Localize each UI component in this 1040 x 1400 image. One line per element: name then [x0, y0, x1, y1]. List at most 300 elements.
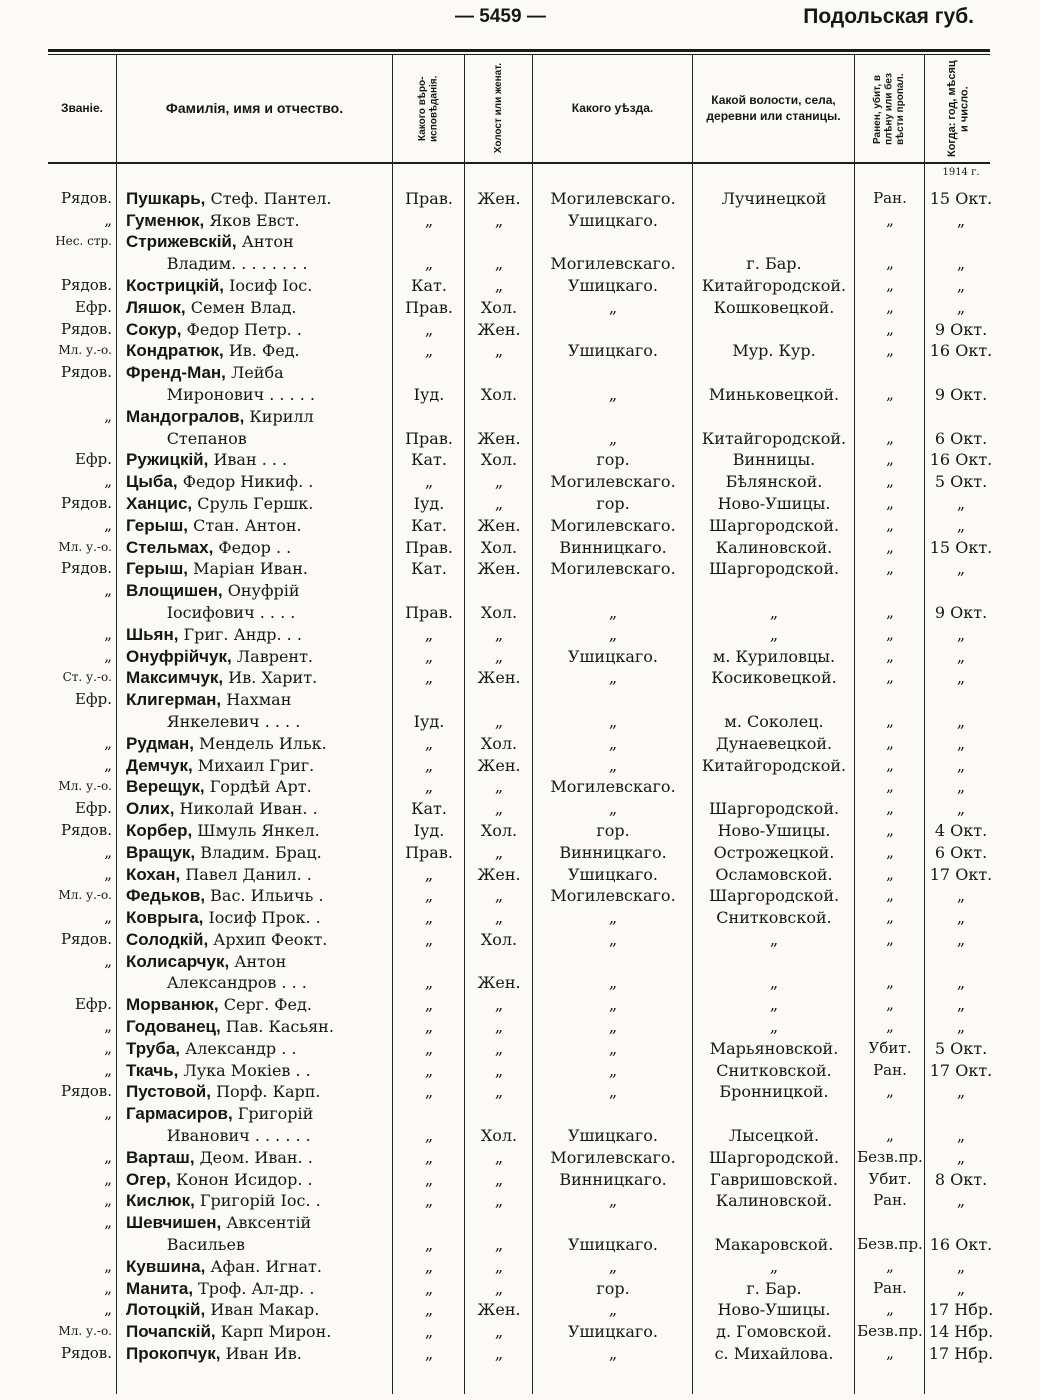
- rank-cell: „: [104, 951, 112, 970]
- name-cell: [126, 733, 390, 755]
- name-cell: [126, 907, 390, 929]
- name-cell: [126, 1321, 390, 1343]
- date-cell: „: [956, 886, 966, 906]
- marital-cell: Жен.: [477, 668, 521, 688]
- status-cell: Убит.: [868, 1169, 912, 1188]
- date-cell: „: [956, 973, 966, 993]
- name-cell: [126, 275, 390, 297]
- marital-cell: „: [494, 1038, 504, 1058]
- name-cell: [126, 1125, 390, 1147]
- table-row: [0, 689, 1040, 711]
- marital-cell: Хол.: [480, 450, 518, 470]
- surname: Пушкарь,: [126, 188, 206, 208]
- surname: Пустовой,: [126, 1082, 211, 1102]
- given-names: Александр . .: [180, 1038, 297, 1058]
- marital-cell: „: [494, 777, 504, 797]
- name-cell: [126, 253, 390, 275]
- marital-cell: [466, 1212, 532, 1234]
- table-row: [0, 1125, 1040, 1147]
- surname: Кондратюк,: [126, 341, 224, 361]
- rank-cell: Рядов.: [60, 188, 112, 207]
- surname: Стельмах,: [126, 537, 214, 557]
- name-cell: [126, 449, 390, 471]
- volost-cell: „: [769, 602, 779, 622]
- date-cell: [926, 689, 996, 711]
- date-cell: „: [956, 646, 966, 666]
- status-cell: „: [886, 908, 894, 927]
- marital-cell: Жен.: [477, 973, 521, 993]
- religion-cell: „: [424, 929, 434, 949]
- district-cell: [534, 689, 692, 711]
- marital-cell: „: [494, 842, 504, 862]
- rank-cell: „: [104, 406, 112, 425]
- table-row: [0, 231, 1040, 253]
- religion-cell: [394, 231, 464, 253]
- date-cell: „: [956, 668, 966, 688]
- rank-cell: Ефр.: [74, 450, 112, 469]
- district-cell: „: [608, 1017, 618, 1037]
- religion-cell: Прав.: [405, 537, 453, 557]
- volost-cell: [694, 1103, 854, 1125]
- given-names: Архип Феокт.: [208, 929, 328, 949]
- rank-cell: Рядов.: [60, 319, 112, 338]
- district-cell: Ушицкаго.: [567, 1322, 659, 1342]
- district-cell: Могилевскаго.: [550, 777, 676, 797]
- rank-cell: Ефр.: [74, 995, 112, 1014]
- name-cell: [126, 798, 390, 820]
- given-names: Григ. Андр. . .: [178, 624, 302, 644]
- volost-cell: Калиновской.: [715, 537, 833, 557]
- marital-cell: Жен.: [477, 428, 521, 448]
- status-cell: „: [886, 864, 894, 883]
- name-cell: [126, 842, 390, 864]
- table-row: [0, 798, 1040, 820]
- given-names: Стеф. Пантел.: [205, 188, 332, 208]
- surname: Олих,: [126, 799, 175, 819]
- surname: Демчук,: [126, 755, 193, 775]
- table-row: [0, 166, 1040, 188]
- volost-cell: г. Бар.: [746, 1278, 802, 1298]
- date-cell: „: [956, 908, 966, 928]
- status-cell: „: [886, 886, 894, 905]
- date-cell: „: [956, 275, 966, 295]
- rank-cell: „: [104, 1017, 112, 1036]
- volost-cell: Калиновской.: [715, 1191, 833, 1211]
- rank-cell: „: [104, 1278, 112, 1297]
- marital-cell: [466, 362, 532, 384]
- district-cell: „: [608, 1038, 618, 1058]
- given-names: Федор Петр. .: [181, 319, 302, 339]
- surname: Ханцис,: [126, 493, 193, 513]
- table-row: [0, 428, 1040, 450]
- status-cell: [856, 406, 924, 428]
- status-cell: „: [886, 515, 894, 534]
- table-row: [0, 297, 1040, 319]
- status-cell: Безв.пр.: [857, 1322, 923, 1341]
- name-cell: [126, 1016, 390, 1038]
- district-cell: Ушицкаго.: [567, 275, 659, 295]
- status-cell: „: [886, 1344, 894, 1363]
- date-cell: 17 Нбр.: [928, 1344, 994, 1364]
- marital-cell: Жен.: [477, 319, 521, 339]
- volost-cell: [694, 231, 854, 253]
- religion-cell: „: [424, 1300, 434, 1320]
- district-cell: „: [608, 1256, 618, 1276]
- name-cell: [126, 362, 390, 384]
- status-cell: „: [886, 341, 894, 360]
- volost-cell: Китайгородской.: [701, 275, 847, 295]
- volost-cell: Осламовской.: [715, 864, 833, 884]
- district-cell: [534, 1103, 692, 1125]
- given-names: Иван . . .: [208, 450, 288, 470]
- rank-cell: Нес. стр.: [55, 234, 112, 249]
- status-cell: „: [886, 472, 894, 491]
- given-names: Кирилл: [244, 406, 314, 426]
- religion-cell: „: [424, 1147, 434, 1167]
- name-cell: [126, 646, 390, 668]
- table-row: [0, 1299, 1040, 1321]
- religion-cell: „: [424, 646, 434, 666]
- district-cell: „: [608, 1082, 618, 1102]
- marital-cell: Жен.: [477, 864, 521, 884]
- marital-cell: Жен.: [477, 188, 521, 208]
- given-names: Ив. Фед.: [223, 341, 300, 361]
- given-names: Лука Мокіев . .: [178, 1060, 311, 1080]
- marital-cell: Хол.: [480, 929, 518, 949]
- volost-cell: [694, 1212, 854, 1234]
- volost-cell: Мур. Кур.: [732, 341, 816, 361]
- marital-cell: „: [494, 1147, 504, 1167]
- date-cell: „: [956, 1082, 966, 1102]
- status-cell: Ран.: [873, 1191, 907, 1210]
- date-cell: 6 Окт.: [934, 842, 988, 862]
- name-cell: [126, 1256, 390, 1278]
- religion-cell: „: [424, 1126, 434, 1146]
- rank-cell: „: [104, 624, 112, 643]
- volost-cell: Шаргородской.: [708, 799, 840, 819]
- given-names: Серг. Фед.: [218, 995, 312, 1015]
- rank-cell: Рядов.: [60, 1344, 112, 1363]
- name-cell: [126, 428, 390, 450]
- date-cell: 6 Окт.: [934, 428, 988, 448]
- surname: Мандогралов,: [126, 406, 245, 426]
- given-names: Іосиф Прок. .: [203, 908, 321, 928]
- marital-cell: Хол.: [480, 384, 518, 404]
- date-cell: 17 Окт.: [929, 864, 993, 884]
- district-cell: „: [608, 995, 618, 1015]
- name-cell: [126, 820, 390, 842]
- marital-cell: „: [494, 1256, 504, 1276]
- rank-cell: „: [104, 515, 112, 534]
- table-row: [0, 711, 1040, 733]
- name-cell: [126, 929, 390, 951]
- table-row: [0, 580, 1040, 602]
- given-names: Владим. . . . . . . .: [126, 254, 308, 274]
- marital-cell: Хол.: [480, 297, 518, 317]
- given-names: Троф. Ал-др. .: [193, 1278, 315, 1298]
- volost-cell: [694, 319, 854, 341]
- marital-cell: „: [494, 799, 504, 819]
- volost-cell: [694, 951, 854, 973]
- given-names: Нахман: [221, 690, 292, 710]
- religion-cell: „: [424, 254, 434, 274]
- date-cell: 16 Окт.: [929, 1235, 993, 1255]
- rank-cell: „: [104, 581, 112, 600]
- volost-cell: [694, 210, 854, 232]
- surname: Кувшина,: [126, 1256, 206, 1276]
- name-cell: [126, 994, 390, 1016]
- surname: Рудман,: [126, 733, 194, 753]
- district-cell: гор.: [596, 450, 630, 470]
- status-cell: Ран.: [873, 1278, 907, 1297]
- table-row: [0, 1038, 1040, 1060]
- column-header-volost: Какой волости, села, деревни или станицы.: [706, 92, 841, 123]
- volost-cell: Ново-Ушицы.: [717, 1300, 831, 1320]
- religion-cell: [394, 406, 464, 428]
- date-cell: „: [956, 755, 966, 775]
- status-cell: „: [886, 733, 894, 752]
- surname: Варташ,: [126, 1147, 195, 1167]
- status-cell: [856, 362, 924, 384]
- rank-cell: „: [104, 908, 112, 927]
- name-cell: [126, 1278, 390, 1300]
- date-cell: 5 Окт.: [934, 472, 988, 492]
- date-cell: „: [956, 1278, 966, 1298]
- volost-cell: с. Михайлова.: [714, 1344, 834, 1364]
- table-row: [0, 1212, 1040, 1234]
- surname: Шевчишен,: [126, 1213, 222, 1233]
- status-cell: „: [886, 450, 894, 469]
- given-names: Александров . . .: [126, 973, 307, 993]
- volost-cell: Гавришовской.: [710, 1169, 838, 1189]
- religion-cell: Кат.: [411, 515, 447, 535]
- religion-cell: „: [424, 995, 434, 1015]
- volost-cell: Лысецкой.: [728, 1126, 820, 1146]
- status-cell: „: [886, 384, 894, 403]
- given-names: Гордѣй Арт.: [204, 777, 312, 797]
- name-cell: [126, 624, 390, 646]
- religion-cell: „: [424, 1322, 434, 1342]
- status-cell: „: [886, 755, 894, 774]
- religion-cell: „: [424, 1017, 434, 1037]
- district-cell: „: [608, 1300, 618, 1320]
- table-row: [0, 384, 1040, 406]
- surname: Труба,: [126, 1038, 181, 1058]
- status-cell: „: [886, 624, 894, 643]
- marital-cell: [466, 689, 532, 711]
- religion-cell: [394, 1212, 464, 1234]
- marital-cell: Жен.: [477, 559, 521, 579]
- rank-cell: Рядов.: [60, 559, 112, 578]
- district-cell: „: [608, 908, 618, 928]
- rank-cell: [44, 253, 112, 275]
- name-cell: [126, 1169, 390, 1191]
- district-cell: Винницкаго.: [559, 537, 667, 557]
- rank-cell: „: [104, 472, 112, 491]
- religion-cell: „: [424, 1038, 434, 1058]
- religion-cell: „: [424, 886, 434, 906]
- district-cell: „: [608, 973, 618, 993]
- surname: Сокур,: [126, 319, 182, 339]
- district-cell: [534, 362, 692, 384]
- date-cell: „: [956, 254, 966, 274]
- religion-cell: Іуд.: [413, 384, 445, 404]
- religion-cell: „: [424, 341, 434, 361]
- religion-cell: [394, 362, 464, 384]
- given-names: Иванович . . . . . .: [126, 1126, 311, 1146]
- volost-cell: Снитковской.: [716, 908, 832, 928]
- surname: Кохан,: [126, 864, 181, 884]
- volost-cell: „: [769, 995, 779, 1015]
- marital-cell: „: [494, 1191, 504, 1211]
- rank-cell: „: [104, 1104, 112, 1123]
- volost-cell: Шаргородской.: [708, 515, 840, 535]
- religion-cell: „: [424, 668, 434, 688]
- marital-cell: „: [494, 275, 504, 295]
- district-cell: „: [608, 668, 618, 688]
- given-names: Васильев: [126, 1235, 245, 1255]
- date-cell: 16 Окт.: [929, 341, 993, 361]
- religion-cell: Іуд.: [413, 711, 445, 731]
- date-cell: 15 Окт.: [929, 537, 993, 557]
- rank-cell: [44, 1125, 112, 1147]
- name-cell: [126, 210, 390, 232]
- marital-cell: „: [494, 1235, 504, 1255]
- status-cell: [856, 951, 924, 973]
- date-cell: 16 Окт.: [929, 450, 993, 470]
- religion-cell: „: [424, 864, 434, 884]
- marital-cell: Хол.: [480, 537, 518, 557]
- date-cell: 9 Окт.: [934, 602, 988, 622]
- given-names: Пав. Касьян.: [220, 1017, 334, 1037]
- table-row: [0, 972, 1040, 994]
- religion-cell: „: [424, 777, 434, 797]
- status-cell: „: [886, 1017, 894, 1036]
- district-cell: „: [608, 428, 618, 448]
- volost-cell: Лучинецкой: [721, 188, 827, 208]
- district-cell: Могилевскаго.: [550, 515, 676, 535]
- religion-cell: „: [424, 908, 434, 928]
- name-cell: [126, 493, 390, 515]
- district-cell: [534, 580, 692, 602]
- volost-cell: Острожецкой.: [713, 842, 835, 862]
- status-cell: Безв.пр.: [857, 1235, 923, 1254]
- table-row: [0, 994, 1040, 1016]
- date-cell: [926, 580, 996, 602]
- religion-cell: Кат.: [411, 450, 447, 470]
- table-row: [0, 1103, 1040, 1125]
- status-cell: „: [886, 254, 894, 273]
- marital-cell: „: [494, 995, 504, 1015]
- rank-cell: Рядов.: [60, 929, 112, 948]
- given-names: Карп Мирон.: [215, 1322, 332, 1342]
- district-cell: гор.: [596, 493, 630, 513]
- name-cell: [126, 711, 390, 733]
- given-names: Николай Иван. .: [174, 799, 318, 819]
- volost-cell: Ново-Ушицы.: [717, 493, 831, 513]
- name-cell: [126, 1299, 390, 1321]
- status-cell: „: [886, 995, 894, 1014]
- surname: Влощишен,: [126, 581, 223, 601]
- surname: Ляшок,: [126, 297, 186, 317]
- table-row: [0, 667, 1040, 689]
- column-header-religion: Какого вѣро-исповѣданія.: [417, 75, 440, 142]
- given-names: Онуфрій: [222, 581, 300, 601]
- date-cell: 1914 г.: [942, 167, 980, 178]
- name-cell: [126, 1038, 390, 1060]
- status-cell: „: [886, 493, 894, 512]
- given-names: Михаил Григ.: [192, 755, 315, 775]
- volost-cell: Бронницкой.: [719, 1082, 829, 1102]
- district-cell: Могилевскаго.: [550, 254, 676, 274]
- district-cell: гор.: [596, 1278, 630, 1298]
- district-cell: Ушицкаго.: [567, 1126, 659, 1146]
- district-cell: „: [608, 799, 618, 819]
- marital-cell: „: [494, 1060, 504, 1080]
- surname: Прокопчук,: [126, 1344, 221, 1364]
- surname: Клигерман,: [126, 690, 222, 710]
- given-names: Афан. Игнат.: [205, 1256, 322, 1276]
- given-names: Лаврент.: [231, 646, 314, 666]
- date-cell: [926, 1212, 996, 1234]
- rank-cell: Мл. у.-о.: [58, 888, 112, 903]
- district-cell: Ушицкаго.: [567, 1235, 659, 1255]
- religion-cell: „: [424, 755, 434, 775]
- column-header-marital: Холост или женат.: [492, 63, 504, 154]
- religion-cell: Прав.: [405, 602, 453, 622]
- given-names: Іосиф Іос.: [224, 275, 313, 295]
- religion-cell: „: [424, 210, 434, 230]
- given-names: Іосифович . . . .: [126, 602, 296, 622]
- surname: Стрижевскій,: [126, 232, 237, 252]
- rank-cell: „: [104, 842, 112, 861]
- date-cell: 17 Окт.: [929, 1060, 993, 1080]
- table-row: [0, 776, 1040, 798]
- given-names: Владим. Брац.: [195, 842, 322, 862]
- table-row: [0, 319, 1040, 341]
- name-cell: [126, 755, 390, 777]
- marital-cell: „: [494, 624, 504, 644]
- religion-cell: „: [424, 1082, 434, 1102]
- table-row: [0, 537, 1040, 559]
- date-cell: „: [956, 799, 966, 819]
- surname: Федьков,: [126, 886, 206, 906]
- district-cell: „: [608, 624, 618, 644]
- marital-cell: „: [494, 711, 504, 731]
- status-cell: [856, 1103, 924, 1125]
- district-cell: „: [608, 297, 618, 317]
- rank-cell: Мл. у.-о.: [58, 1324, 112, 1339]
- district-cell: Могилевскаго.: [550, 886, 676, 906]
- province-title: Подольская губ.: [803, 5, 974, 28]
- volost-cell: Шаргородской.: [708, 559, 840, 579]
- status-cell: [856, 580, 924, 602]
- volost-cell: Винницы.: [732, 450, 816, 470]
- rank-cell: [44, 602, 112, 624]
- table-row: [0, 275, 1040, 297]
- status-cell: „: [886, 602, 894, 621]
- volost-cell: д. Гомовской.: [716, 1322, 832, 1342]
- name-cell: [126, 384, 390, 406]
- marital-cell: [466, 406, 532, 428]
- religion-cell: Кат.: [411, 559, 447, 579]
- rank-cell: [44, 972, 112, 994]
- volost-cell: „: [769, 929, 779, 949]
- status-cell: „: [886, 1126, 894, 1145]
- status-cell: Ран.: [873, 1060, 907, 1079]
- status-cell: Убит.: [868, 1038, 912, 1057]
- religion-cell: [394, 166, 464, 188]
